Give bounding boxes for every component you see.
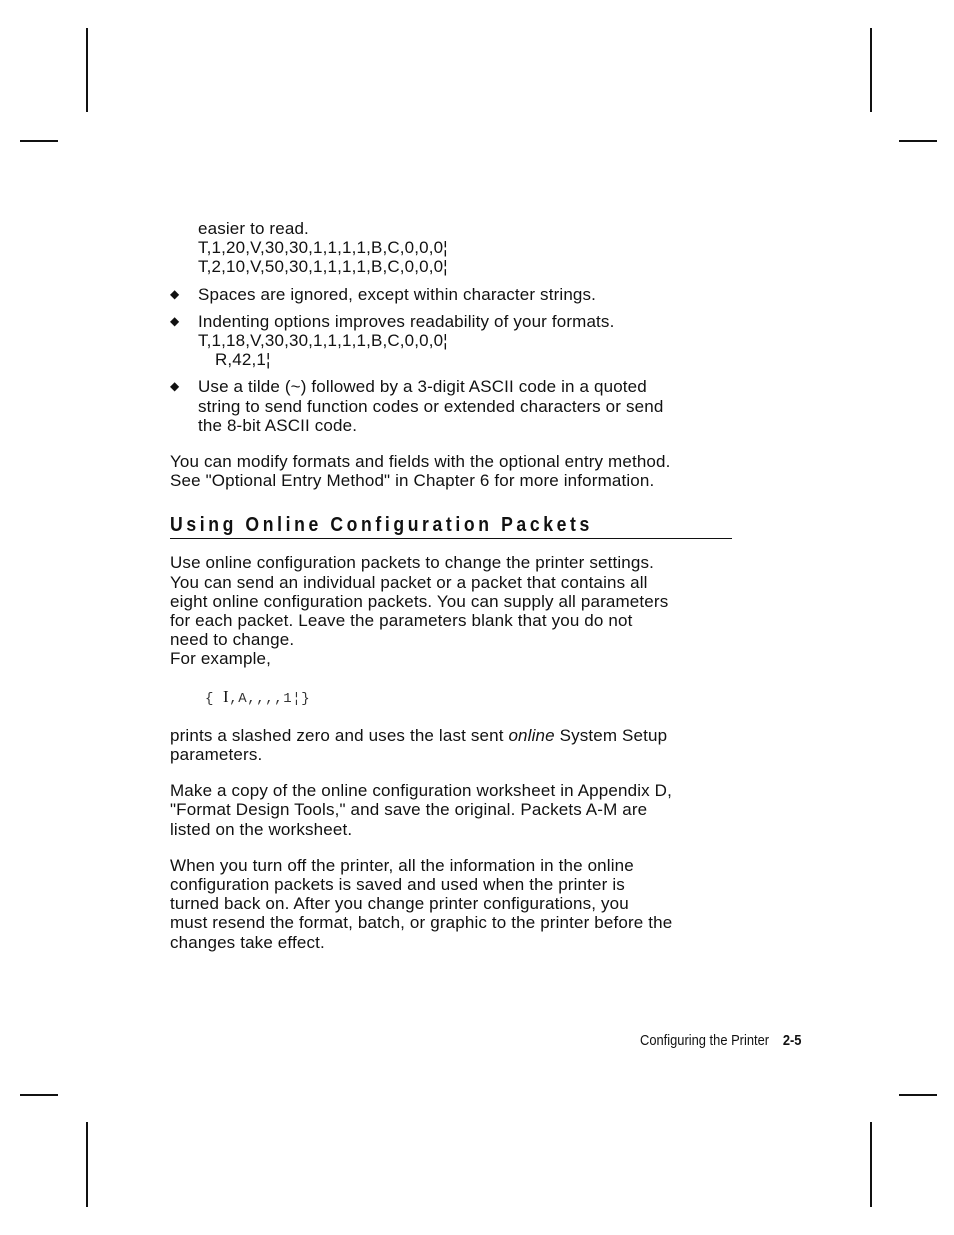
page-number: 2-5 bbox=[782, 1032, 802, 1049]
section-heading: Using Online Configuration Packets bbox=[170, 514, 593, 537]
emphasis-text: online bbox=[508, 725, 555, 745]
paragraph-line: See "Optional Entry Method" in Chapter 6 for more information. bbox=[170, 471, 655, 491]
continuation-block bbox=[170, 219, 740, 277]
footer-chapter-title: Configuring the Printer bbox=[640, 1032, 770, 1049]
paragraph-intro bbox=[170, 553, 740, 668]
paragraph-line bbox=[170, 726, 740, 745]
diamond-bullet-icon: ◆ bbox=[170, 286, 180, 301]
paragraph-turnoff bbox=[170, 856, 740, 952]
paragraph-line: turned back on. After you change printer configurations, you bbox=[170, 894, 629, 914]
paragraph-line: listed on the worksheet. bbox=[170, 819, 353, 839]
code-packet-letter: I bbox=[223, 686, 230, 706]
code-line: T,1,20,V,30,30,1,1,1,1,B,C,0,0,0¦ bbox=[198, 238, 448, 258]
diamond-bullet-icon: ◆ bbox=[170, 379, 180, 394]
crop-mark-bottom-left-vertical bbox=[86, 1122, 88, 1207]
paragraph-line: Use online configuration packets to change the printer settings. bbox=[170, 553, 654, 573]
bullet-text: Spaces are ignored, except within character strings. bbox=[198, 284, 597, 304]
text-run: System Setup bbox=[554, 725, 668, 745]
continuation-text: easier to read. bbox=[198, 219, 309, 238]
paragraph-line: configuration packets is saved and used when the printer is bbox=[170, 875, 625, 895]
paragraph-copy bbox=[170, 781, 740, 839]
crop-mark-bottom-right-vertical bbox=[870, 1122, 872, 1207]
crop-mark-top-right-vertical bbox=[870, 28, 872, 112]
page-footer bbox=[640, 1032, 802, 1049]
paragraph-modify bbox=[170, 452, 740, 490]
bullet-item bbox=[170, 377, 740, 435]
paragraph-line: must resend the format, batch, or graphic to the printer before the bbox=[170, 913, 673, 933]
bullet-item bbox=[170, 285, 740, 304]
crop-mark-bottom-right-horizontal bbox=[899, 1094, 937, 1096]
diamond-bullet-icon: ◆ bbox=[170, 313, 180, 328]
paragraph-line: Make a copy of the online configuration worksheet in Appendix D, bbox=[170, 781, 672, 801]
code-remainder: ,A,,,,1¦} bbox=[229, 690, 311, 707]
crop-mark-bottom-left-horizontal bbox=[20, 1094, 58, 1096]
code-open-brace: { bbox=[205, 690, 224, 707]
example-code bbox=[170, 687, 740, 709]
code-line: T,2,10,V,50,30,1,1,1,1,B,C,0,0,0¦ bbox=[198, 257, 448, 277]
text-run: prints a slashed zero and uses the last sent bbox=[170, 725, 509, 745]
crop-mark-top-right-horizontal bbox=[899, 140, 937, 142]
page-body bbox=[170, 219, 740, 952]
paragraph-prints bbox=[170, 726, 740, 764]
paragraph-line: You can modify formats and fields with the optional entry method. bbox=[170, 452, 671, 472]
bullet-text-line: the 8-bit ASCII code. bbox=[198, 415, 358, 435]
section-heading-block bbox=[170, 514, 732, 539]
paragraph-line: changes take effect. bbox=[170, 932, 325, 952]
crop-mark-top-left-vertical bbox=[86, 28, 88, 112]
paragraph-line: For example, bbox=[170, 649, 272, 669]
paragraph-line: need to change. bbox=[170, 630, 295, 650]
code-line: T,1,18,V,30,30,1,1,1,1,B,C,0,0,0¦ bbox=[198, 331, 448, 351]
code-line: R,42,1¦ bbox=[215, 350, 271, 370]
bullet-item bbox=[170, 312, 740, 370]
paragraph-line: "Format Design Tools," and save the original. Packets A-M are bbox=[170, 800, 648, 820]
crop-mark-top-left-horizontal bbox=[20, 140, 58, 142]
paragraph-line: You can send an individual packet or a packet that contains all bbox=[170, 572, 648, 592]
paragraph-line: eight online configuration packets. You can supply all parameters bbox=[170, 591, 669, 611]
paragraph-line: When you turn off the printer, all the information in the online bbox=[170, 855, 634, 875]
bullet-text-line: Use a tilde (~) followed by a 3-digit ASCII code in a quoted bbox=[198, 377, 647, 397]
bullet-text: Indenting options improves readability of your formats. bbox=[198, 311, 615, 331]
paragraph-line: for each packet. Leave the parameters blank that you do not bbox=[170, 611, 633, 631]
bullet-text-line: string to send function codes or extended characters or send bbox=[198, 396, 664, 416]
paragraph-line: parameters. bbox=[170, 745, 263, 765]
